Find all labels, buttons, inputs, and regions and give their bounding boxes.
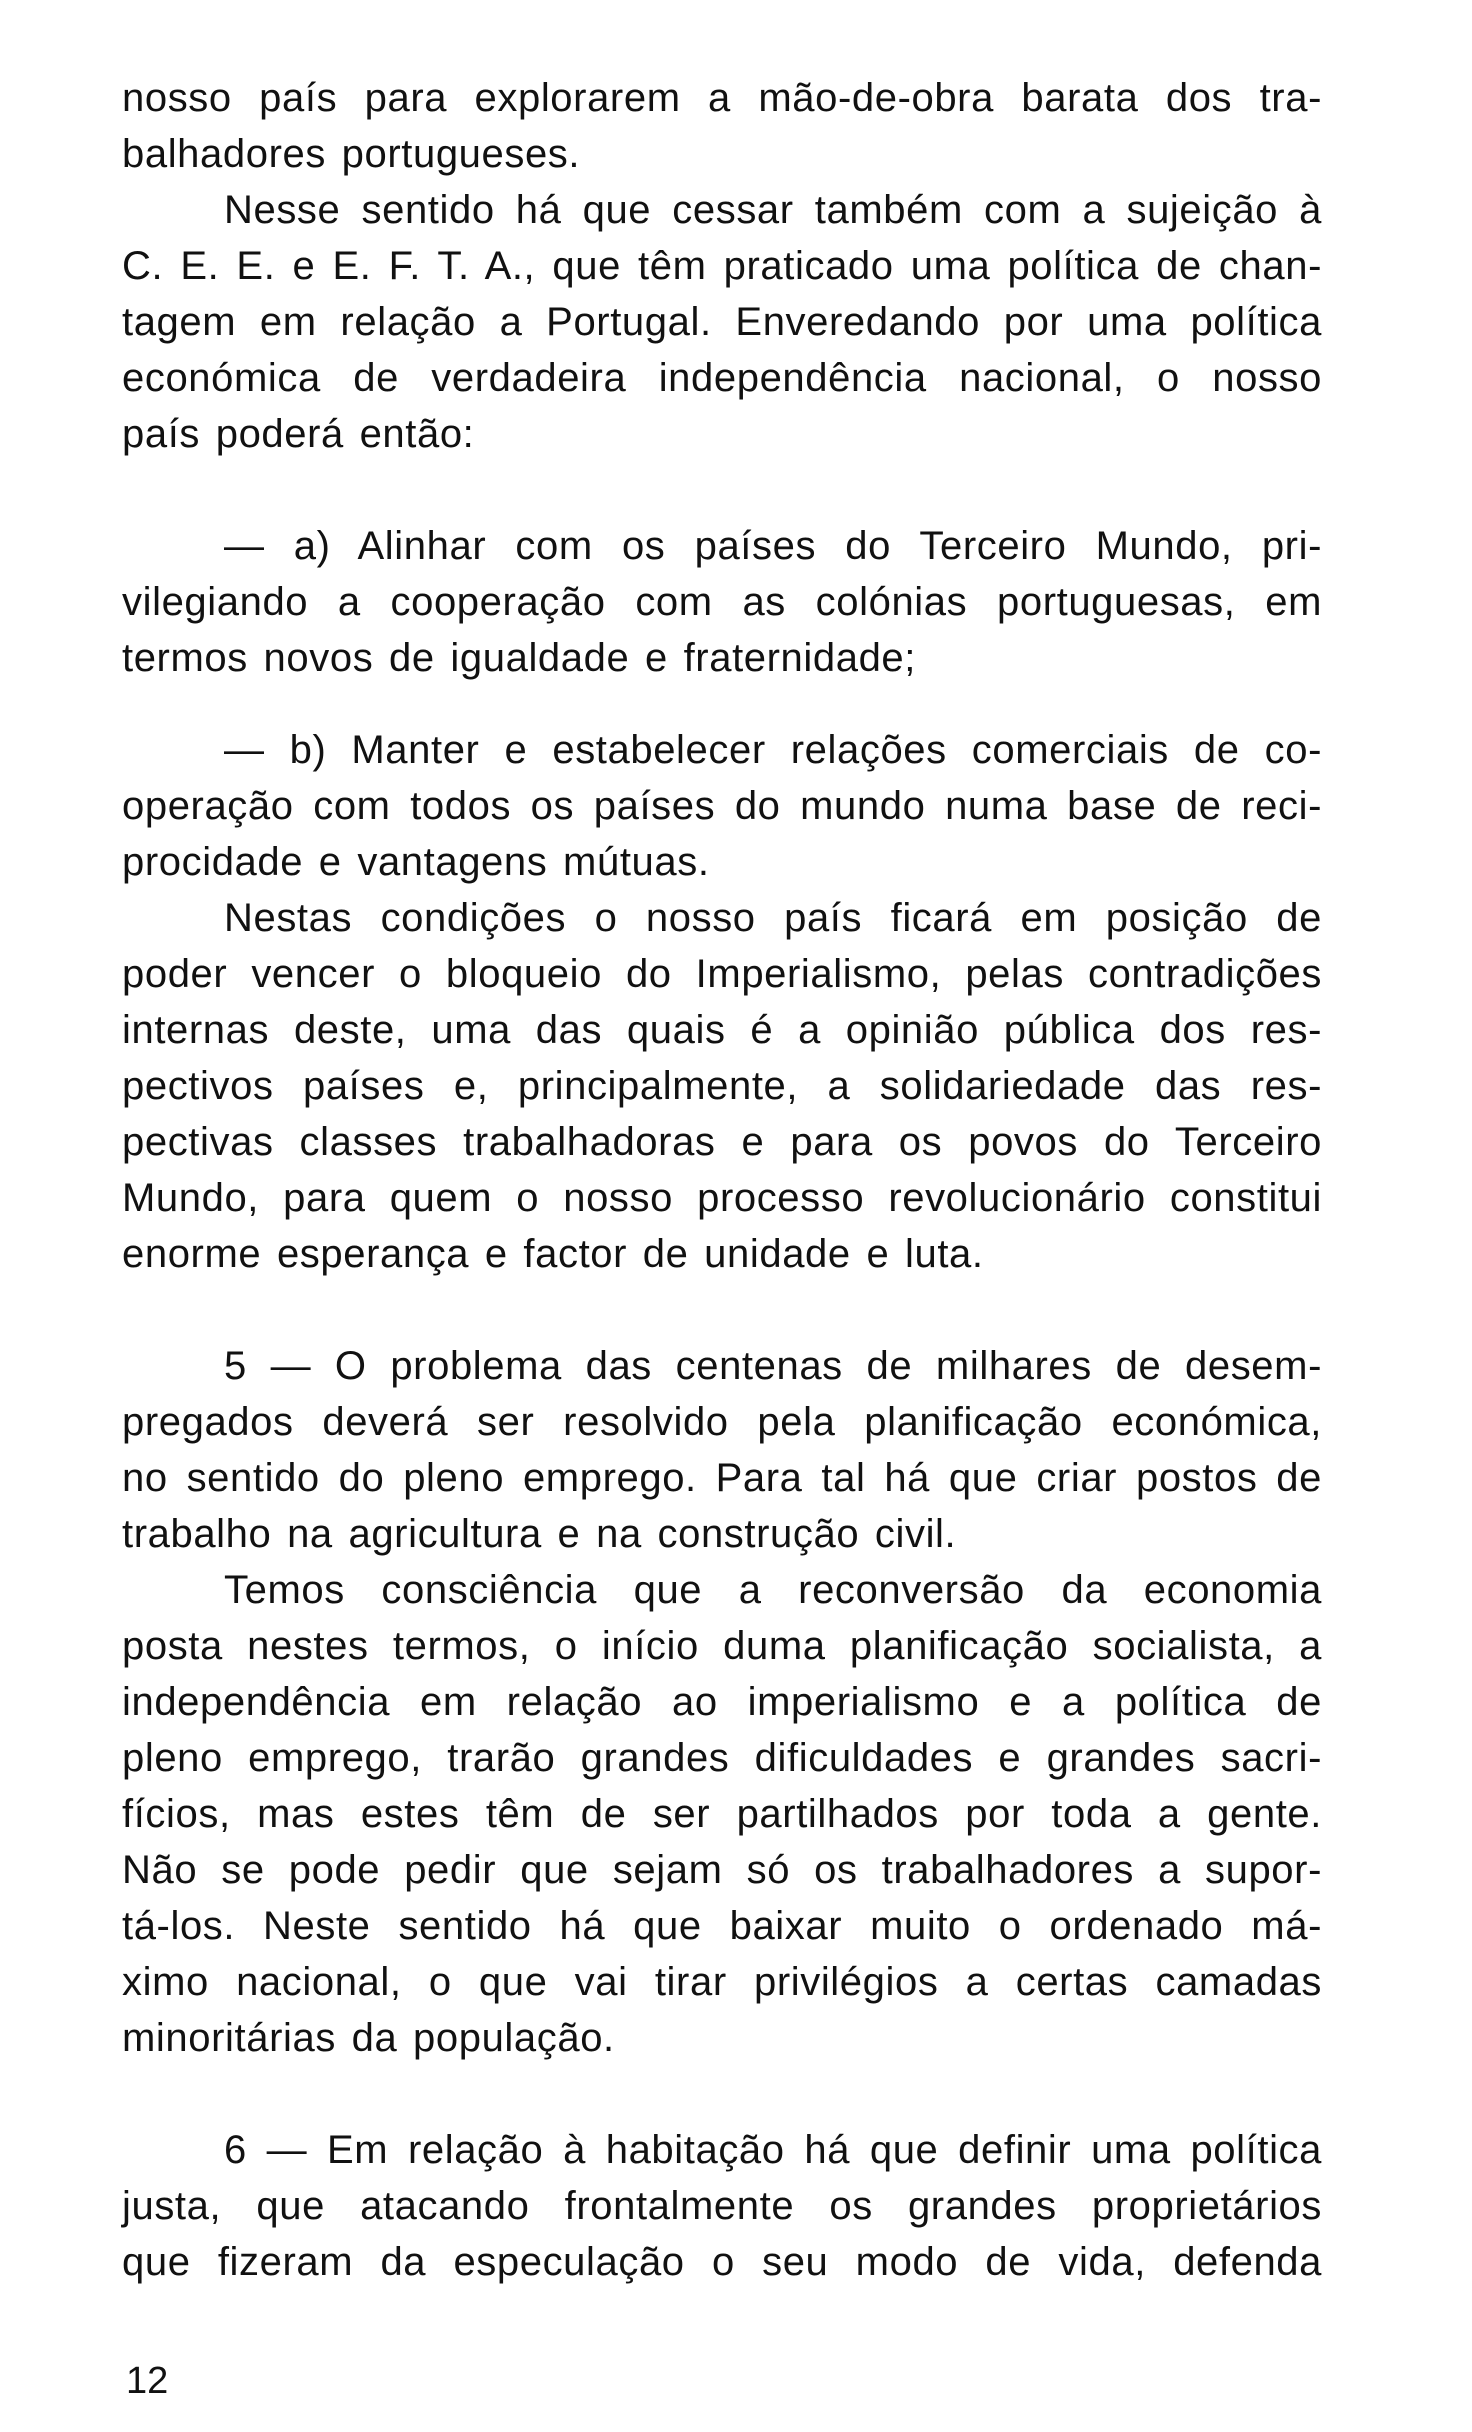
section-6 (122, 2122, 1322, 2290)
text-line: fícios, mas estes têm de ser partilhados por toda a gente. (122, 1792, 1322, 1836)
text-line: — b) Manter e estabelecer relações comerciais de co- (224, 728, 1322, 772)
text-line: 5 — O problema das centenas de milhares de desem- (224, 1344, 1322, 1388)
text-line: internas deste, uma das quais é a opinião pública dos res- (122, 1008, 1322, 1052)
text-line: que fizeram da especulação o seu modo de vida, defenda (122, 2240, 1322, 2284)
text-line: Nestas condições o nosso país ficará em posição de (224, 896, 1322, 940)
text-line: balhadores portugueses. (122, 132, 581, 176)
page-body (122, 70, 1322, 2290)
paragraph (122, 1562, 1322, 2066)
section-5 (122, 1338, 1322, 1562)
text-line: enorme esperança e factor de unidade e luta. (122, 1232, 984, 1276)
text-line: tagem em relação a Portugal. Enveredando por uma política (122, 300, 1322, 344)
text-line: minoritárias da população. (122, 2016, 615, 2060)
text-line: pleno emprego, trarão grandes dificuldades e grandes sacri- (122, 1736, 1322, 1780)
text-line: económica de verdadeira independência nacional, o nosso (122, 356, 1322, 400)
text-line: 6 — Em relação à habitação há que definir uma política (224, 2128, 1322, 2172)
text-line: poder vencer o bloqueio do Imperialismo, pelas contradições (122, 952, 1322, 996)
text-line: C. E. E. e E. F. T. A., que têm praticado uma política de chan- (122, 244, 1322, 288)
text-line: — a) Alinhar com os países do Terceiro Mundo, pri- (224, 524, 1322, 568)
text-line: Temos consciência que a reconversão da economia (224, 1568, 1322, 1612)
text-line: pregados deverá ser resolvido pela planificação económica, (122, 1400, 1322, 1444)
text-line: pectivos países e, principalmente, a solidariedade das res- (122, 1064, 1322, 1108)
text-line: no sentido do pleno emprego. Para tal há que criar postos de (122, 1456, 1322, 1500)
text-line: procidade e vantagens mútuas. (122, 840, 710, 884)
paragraph (122, 70, 1322, 182)
text-line: Não se pode pedir que sejam só os trabalhadores a supor- (122, 1848, 1322, 1892)
page-number: 12 (126, 2360, 169, 2402)
text-line: vilegiando a cooperação com as colónias portuguesas, em (122, 580, 1322, 624)
text-line: trabalho na agricultura e na construção civil. (122, 1512, 957, 1556)
text-line: operação com todos os países do mundo numa base de reci- (122, 784, 1322, 828)
text-line: país poderá então: (122, 412, 475, 456)
text-line: justa, que atacando frontalmente os grandes proprietários (122, 2184, 1322, 2228)
list-item-b (122, 722, 1322, 890)
paragraph (122, 182, 1322, 462)
list-item-a (122, 518, 1322, 686)
text-line: pectivas classes trabalhadoras e para os povos do Terceiro (122, 1120, 1322, 1164)
text-line: Nesse sentido há que cessar também com a sujeição à (224, 188, 1322, 232)
text-line: Mundo, para quem o nosso processo revolucionário constitui (122, 1176, 1322, 1220)
text-line: nosso país para explorarem a mão-de-obra barata dos tra- (122, 76, 1322, 120)
text-line: tá-los. Neste sentido há que baixar muito o ordenado má- (122, 1904, 1322, 1948)
text-line: termos novos de igualdade e fraternidade; (122, 636, 916, 680)
text-line: ximo nacional, o que vai tirar privilégios a certas camadas (122, 1960, 1322, 2004)
text-line: independência em relação ao imperialismo e a política de (122, 1680, 1322, 1724)
paragraph (122, 890, 1322, 1282)
text-line: posta nestes termos, o início duma planificação socialista, a (122, 1624, 1322, 1668)
